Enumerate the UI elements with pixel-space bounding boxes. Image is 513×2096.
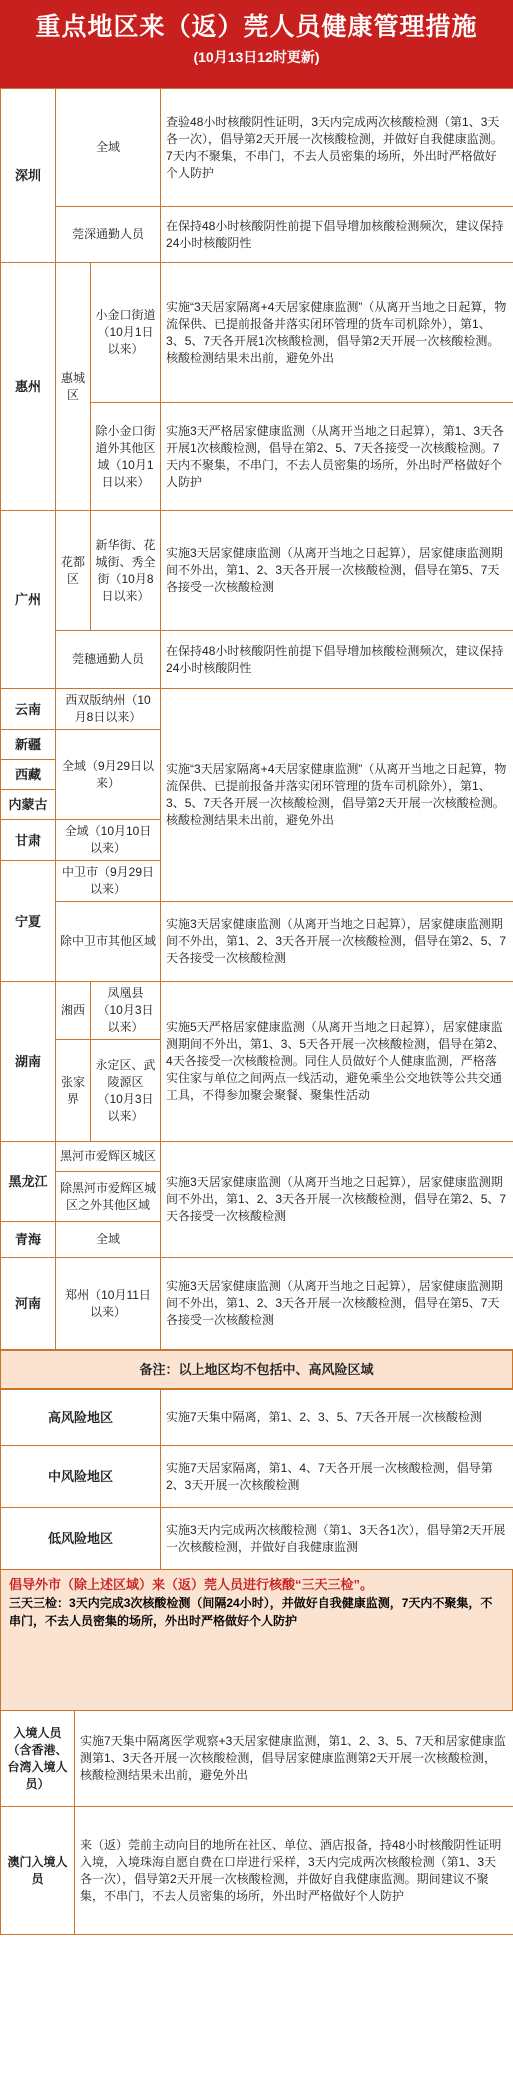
risk-low-measure: 实施3天内完成两次核酸检测（第1、3天各1次），倡导第2天开展一次核酸检测，并做好自我健康监测 [161,1508,513,1570]
area-aihui-city: 黑河市爱辉区城区 [56,1142,161,1172]
province-qinghai: 青海 [1,1222,56,1258]
area-zhongwei: 中卫市（9月29日以来） [56,861,161,902]
measure-guangzhou-commute: 在保持48小时核酸阴性前提下倡导增加核酸检测频次，建议保持24小时核酸阴性 [161,631,513,689]
province-xinjiang: 新疆 [1,730,56,760]
three-day-test-text: 3天内完成3次核酸检测（间隔24小时），并做好自我健康监测，7天内不聚集，不串门，不去人员密集的场所，外出时严格做好个人防护 [9,1596,493,1628]
area-shenzhen-all: 全域 [56,89,161,207]
entry-macau-measure: 来（返）莞前主动向目的地所在社区、单位、酒店报备，持48小时核酸阴性证明入境，入境珠海自愿自费在口岸进行采样，3天内完成两次核酸检测（第1、3天各一次），倡导第2天开展一次核酸检测，并做好自我健康监测。期间建议不聚集，不串门，不去人员密集的场所，外出时严格做好个人防护 [75,1807,513,1935]
area-qinghai-all: 全域 [56,1222,161,1258]
entry-overseas-measure: 实施7天集中隔离医学观察+3天居家健康监测，第1、2、3、5、7天和居家健康监测第1、3天各开展一次核酸检测，倡导居家健康监测第2天开展一次核酸检测，核酸检测结果未出前，避免外出 [75,1711,513,1807]
risk-low-label: 低风险地区 [1,1508,161,1570]
note-text: 备注：以上地区均不包括中、高风险区域 [1,1351,513,1389]
entry-overseas-label: 入境人员（含香港、台湾入境人员） [1,1711,75,1807]
measure-shenzhen-all: 查验48小时核酸阴性证明，3天内完成两次核酸检测（第1、3天各一次），倡导第2天开展一次核酸检测，并做好自我健康监测。7天内不聚集，不串门，不去人员密集的场所，外出时严格做好个人防护 [161,89,513,207]
three-day-test-label: 三天三检： [9,1596,70,1610]
district-huicheng: 惠城区 [56,263,91,511]
area-huadu-streets: 新华街、花城街、秀全街（10月8日以来） [91,511,161,631]
measure-shenzhen-commute: 在保持48小时核酸阴性前提下倡导增加核酸检测频次，建议保持24小时核酸阴性 [161,207,513,263]
area-zhengzhou: 郑州（10月11日以来） [56,1258,161,1350]
province-shenzhen: 深圳 [1,89,56,263]
entry-table [0,1710,513,1935]
province-huizhou: 惠州 [1,263,56,511]
measures-table [0,88,513,1350]
province-hunan: 湖南 [1,982,56,1142]
outside-city-advice [0,1570,513,1710]
area-xiaojinkou: 小金口街道（10月1日以来） [91,263,161,403]
measure-group-quarantine: 实施“3天居家隔离+4天居家健康监测”（从离开当地之日起算，物流保供、已提前报备并落实闭环管理的货车司机除外），第1、3、5、7天各开展一次核酸检测，倡导第2天开展一次核酸检测。核酸检测结果未出前，避免外出 [161,689,513,902]
risk-table [0,1389,513,1570]
area-gansu-all: 全域（10月10日以来） [56,820,161,861]
entry-macau-label: 澳门入境人员 [1,1807,75,1935]
risk-medium-measure: 实施7天居家隔离，第1、4、7天各开展一次核酸检测，倡导第2、3天开展一次核酸检测 [161,1446,513,1508]
page-header [0,0,513,88]
province-gansu: 甘肃 [1,820,56,861]
area-huizhou-other: 除小金口街道外其他区域（10月1日以来） [91,403,161,511]
measure-xiaojinkou: 实施“3天居家隔离+4天居家健康监测”（从离开当地之日起算，物流保供、已提前报备并落实闭环管理的货车司机除外），第1、3、5、7天各开展1次核酸检测，倡导第2天开展一次核酸检测。核酸检测结果未出前，避免外出 [161,263,513,403]
risk-medium-label: 中风险地区 [1,1446,161,1508]
province-xizang: 西藏 [1,760,56,790]
three-day-test-rule [9,1594,504,1630]
outside-advice-line: 倡导外市（除上述区域）来（返）莞人员进行核酸“三天三检”。 [9,1577,374,1592]
province-yunnan: 云南 [1,689,56,730]
update-time: (10月13日12时更新) [193,49,320,65]
area-guangzhou-commute: 莞穗通勤人员 [56,631,161,689]
area-fenghuang: 凤凰县（10月3日以来） [91,982,161,1040]
province-guangzhou: 广州 [1,511,56,689]
province-ningxia: 宁夏 [1,861,56,982]
risk-high-measure: 实施7天集中隔离，第1、2、3、5、7天各开展一次核酸检测 [161,1390,513,1446]
measure-heilongjiang-qinghai: 实施3天居家健康监测（从离开当地之日起算），居家健康监测期间不外出，第1、2、3天各开展一次核酸检测，倡导在第2、5、7天各接受一次核酸检测 [161,1142,513,1258]
city-xiangxi: 湘西 [56,982,91,1040]
province-neimenggu: 内蒙古 [1,790,56,820]
page-title: 重点地区来（返）莞人员健康管理措施 [35,13,478,41]
city-zhangjiajie: 张家界 [56,1040,91,1142]
measure-ningxia-other: 实施3天居家健康监测（从离开当地之日起算），居家健康监测期间不外出，第1、2、3天各开展一次核酸检测，倡导在第2、5、7天各接受一次核酸检测 [161,902,513,982]
measure-hunan: 实施5天严格居家健康监测（从离开当地之日起算），居家健康监测期间不外出，第1、3、5天各开展一次核酸检测，倡导在第2、4天各接受一次核酸检测。同住人员做好个人健康监测，严格落实住家与单位之间两点一线活动，避免乘坐公交地铁等公共交通工具，不得参加聚会聚餐、聚集性活动 [161,982,513,1142]
area-aihui-other: 除黑河市爱辉区城区之外其他区域 [56,1172,161,1222]
district-huadu: 花都区 [56,511,91,631]
note-table [0,1350,513,1389]
area-shenzhen-commute: 莞深通勤人员 [56,207,161,263]
area-yongding-wulingyuan: 永定区、武陵源区（10月3日以来） [91,1040,161,1142]
area-ningxia-other: 除中卫市其他区域 [56,902,161,982]
area-xishuangbanna: 西双版纳州（10月8日以来） [56,689,161,730]
province-heilongjiang: 黑龙江 [1,1142,56,1222]
measure-huadu: 实施3天居家健康监测（从离开当地之日起算），居家健康监测期间不外出，第1、2、3天各开展一次核酸检测，倡导在第5、7天各接受一次核酸检测 [161,511,513,631]
risk-high-label: 高风险地区 [1,1390,161,1446]
measure-henan: 实施3天居家健康监测（从离开当地之日起算），居家健康监测期间不外出，第1、2、3天各开展一次核酸检测，倡导在第5、7天各接受一次核酸检测 [161,1258,513,1350]
area-xxn-all: 全域（9月29日以来） [56,730,161,820]
measure-huizhou-other: 实施3天严格居家健康监测（从离开当地之日起算），第1、3天各开展1次核酸检测，倡导在第2、5、7天各接受一次核酸检测。7天内不聚集，不串门，不去人员密集的场所，外出时严格做好个人防护 [161,403,513,511]
province-henan: 河南 [1,1258,56,1350]
